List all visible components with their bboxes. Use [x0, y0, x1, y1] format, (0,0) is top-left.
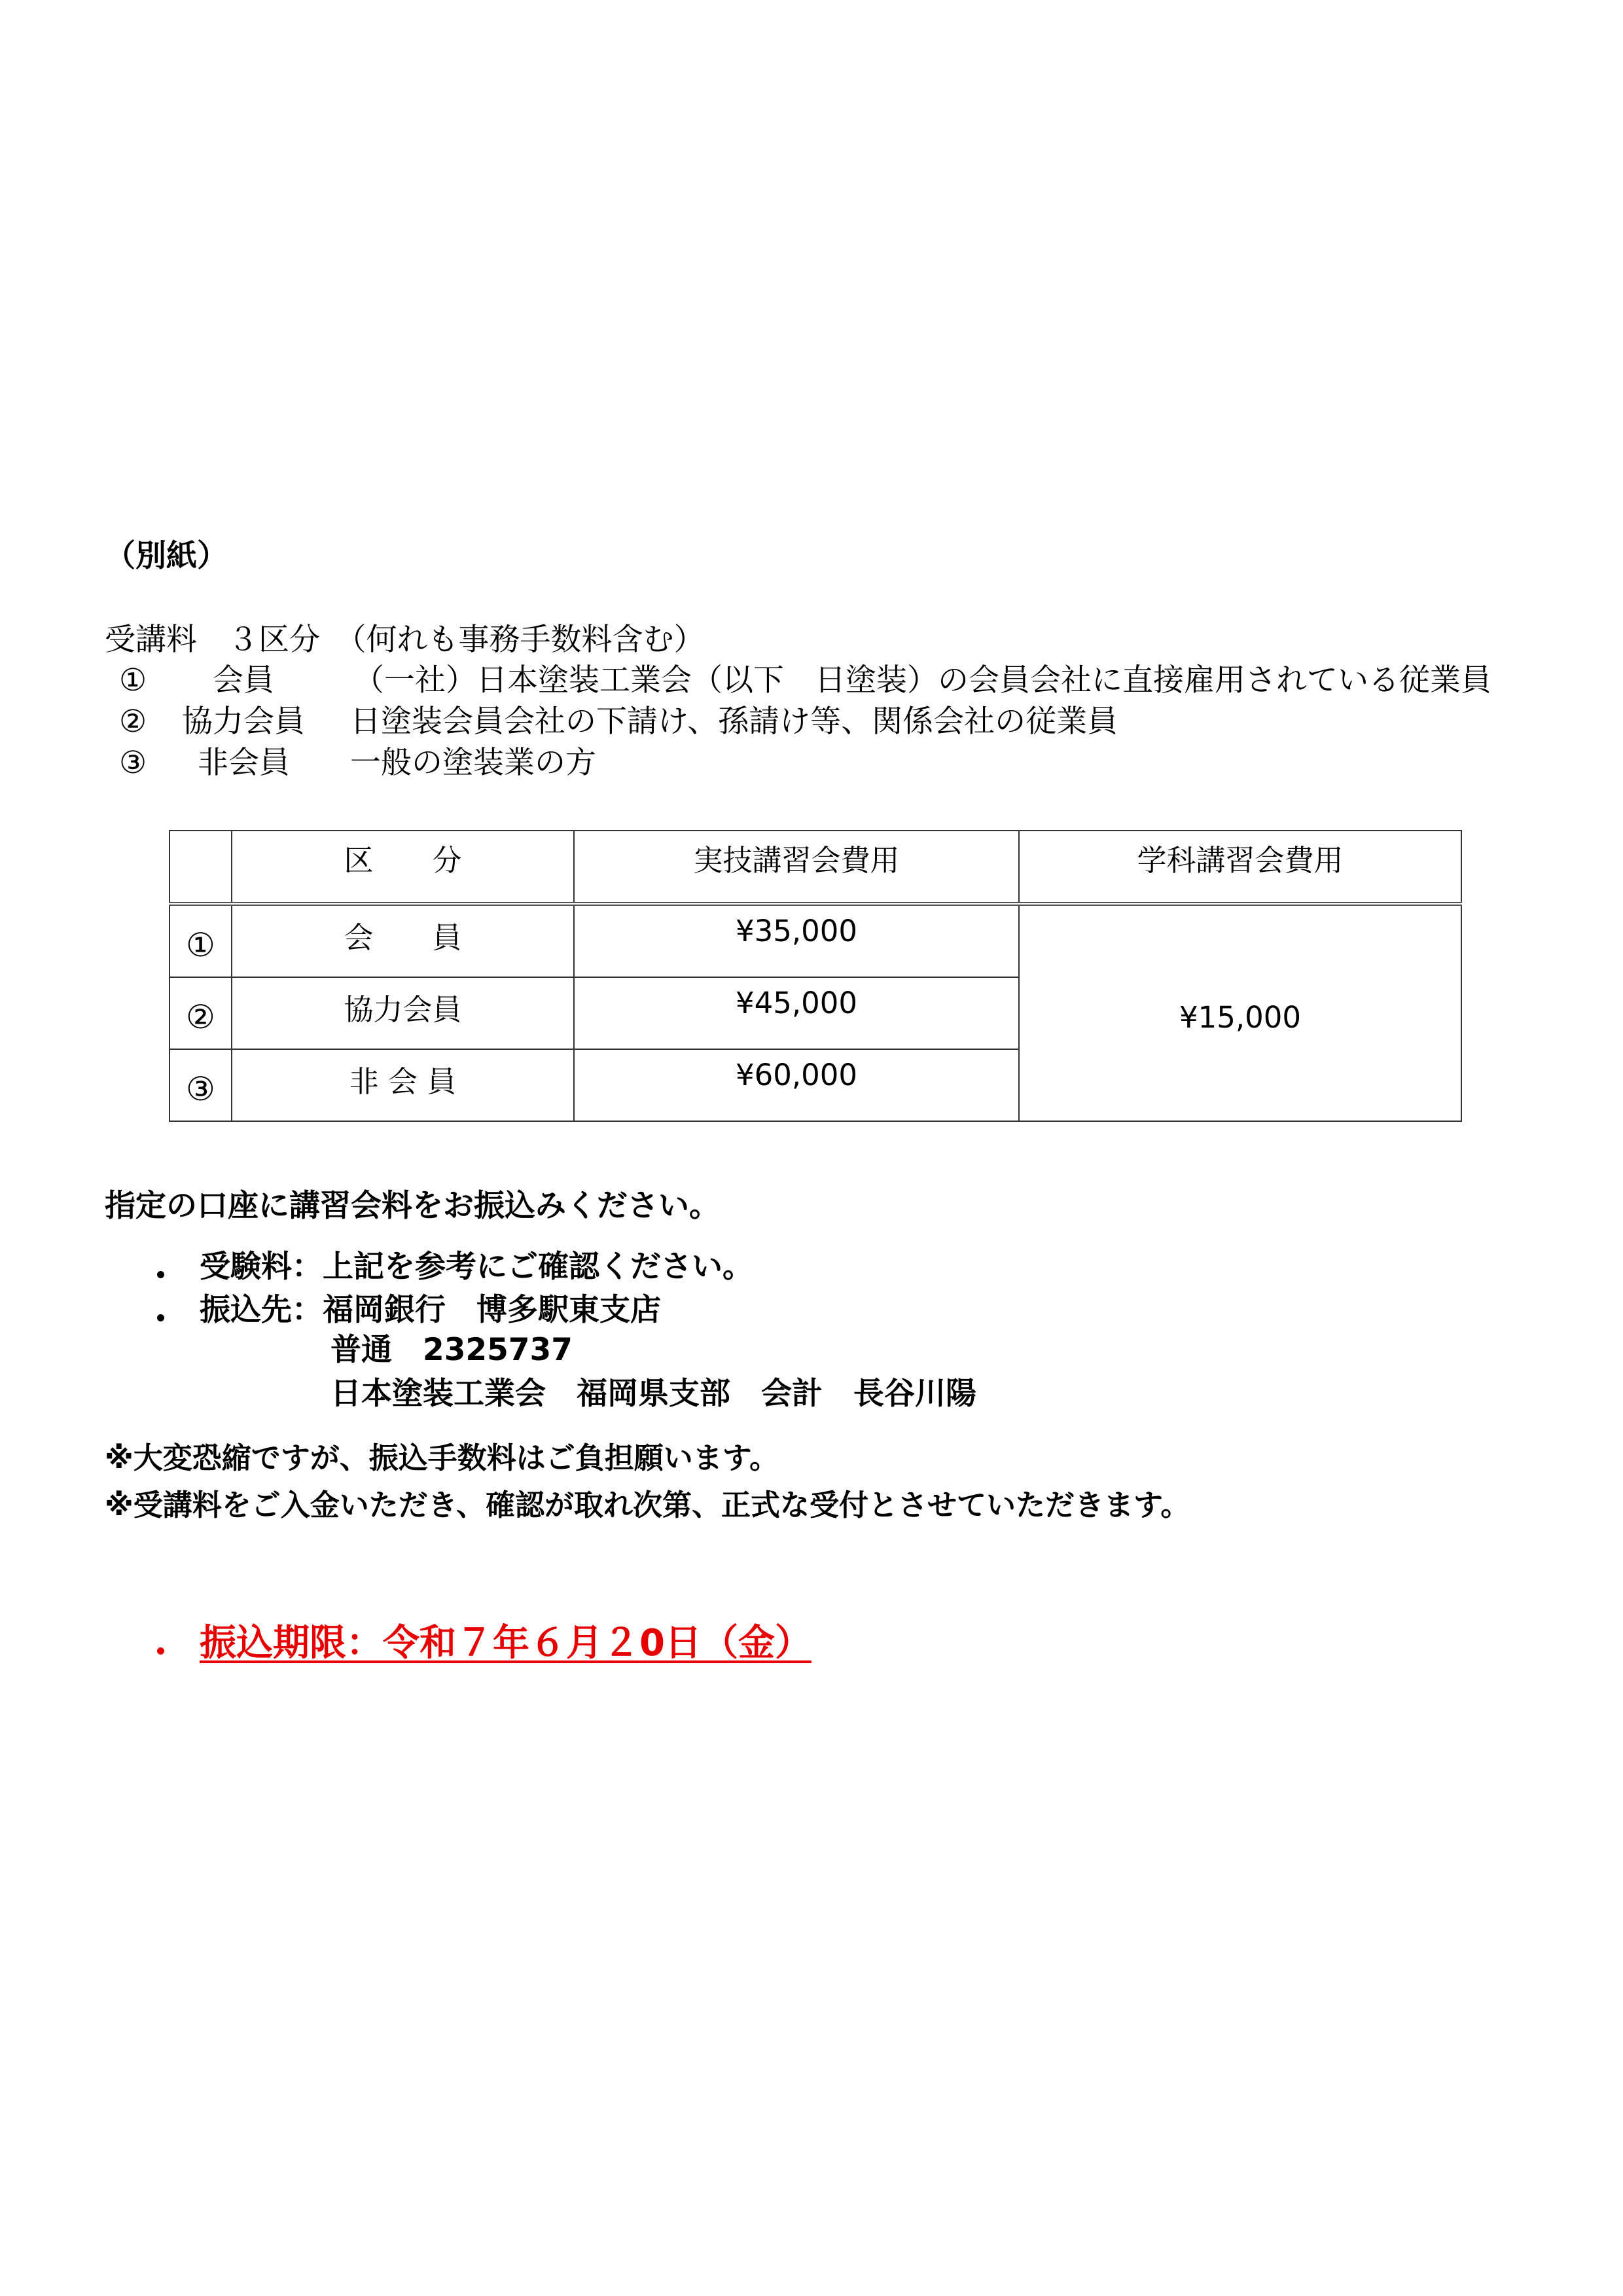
row-practical-fee: ¥45,000 [574, 977, 1019, 1049]
account-number: 普通 2325737 [330, 1332, 573, 1368]
table-row [169, 904, 1461, 977]
note-transfer-fee: ※大変恐縮ですが、振込手数料はご負担願います。 [105, 1441, 779, 1475]
category-2-desc: 日塗装会員会社の下請け、孫請け等、関係会社の従業員 [350, 704, 1118, 740]
table-header-row [169, 831, 1461, 904]
row-num: ③ [169, 1049, 232, 1121]
category-2-num: ② [119, 704, 147, 740]
row-num: ② [169, 977, 232, 1049]
fee-heading: 受講料 ３区分 （何れも事務手数料含む） [105, 622, 705, 658]
academic-fee-cell: ¥15,000 [1019, 904, 1461, 1121]
bullet-icon [157, 1271, 164, 1278]
category-1-num: ① [119, 662, 147, 698]
note-acceptance: ※受講料をご入金いただき、確認が取れ次第、正式な受付とさせていただきます。 [105, 1488, 1190, 1522]
row-category: 非 会 員 [232, 1049, 574, 1121]
account-name: 日本塗装工業会 福岡県支部 会計 長谷川陽 [330, 1376, 976, 1412]
transfer-instruction: 指定の口座に講習会料をお振込みください。 [105, 1188, 720, 1224]
header-category: 区 分 [232, 831, 574, 904]
row-category: 会 員 [232, 904, 574, 977]
bullet-icon [157, 1314, 164, 1321]
row-num: ① [169, 904, 232, 977]
category-2-name: 協力会員 [182, 704, 305, 740]
header-blank [169, 831, 232, 904]
row-category: 協力会員 [232, 977, 574, 1049]
fee-table [169, 830, 1462, 1122]
header-academic-fee: 学科講習会費用 [1019, 831, 1461, 904]
attachment-label: （別紙） [105, 538, 228, 574]
category-1-desc: （一社）日本塗装工業会（以下 日塗装）の会員会社に直接雇用されている従業員 [353, 662, 1491, 698]
row-practical-fee: ¥35,000 [574, 904, 1019, 977]
category-3-desc: 一般の塗装業の方 [350, 745, 596, 781]
category-3-name: 非会員 [198, 745, 290, 781]
row-practical-fee: ¥60,000 [574, 1049, 1019, 1121]
deadline-bullet-icon [157, 1647, 164, 1655]
header-practical-fee: 実技講習会費用 [574, 831, 1019, 904]
category-1-name: 会員 [213, 662, 274, 698]
transfer-destination: 振込先：福岡銀行 博多駅東支店 [200, 1292, 661, 1328]
category-3-num: ③ [119, 745, 147, 781]
payment-deadline: 振込期限：令和７年６月２0日（金） [200, 1622, 812, 1664]
exam-fee-note: 受験料：上記を参考にご確認ください。 [200, 1249, 753, 1285]
